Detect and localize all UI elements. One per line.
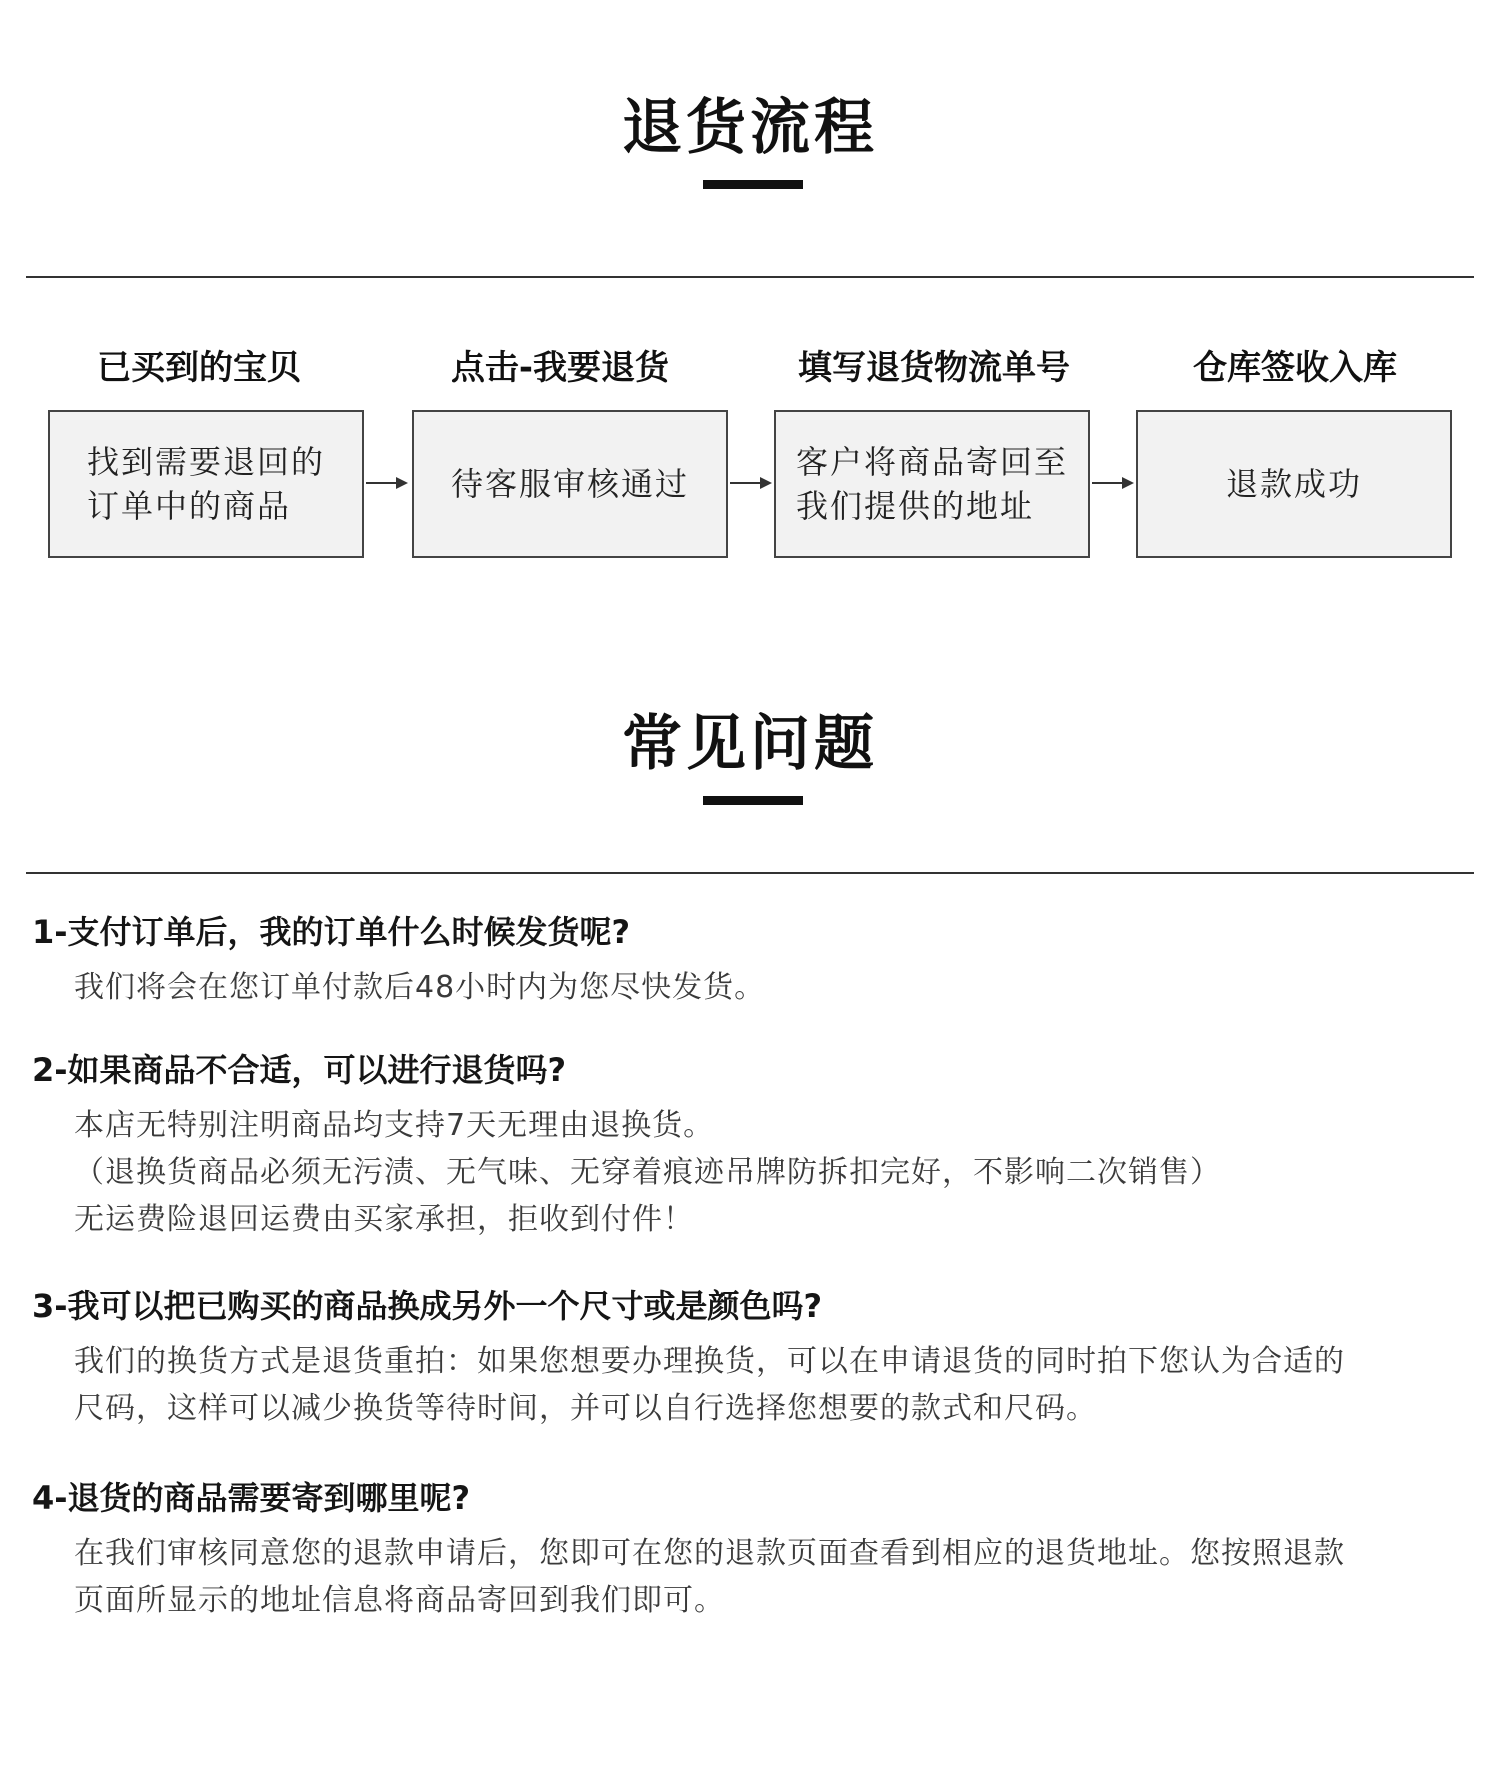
step-1-box (48, 410, 364, 558)
faq-item (32, 1476, 1472, 1624)
arrow-right-icon (366, 476, 408, 490)
faq-item (32, 1048, 1472, 1243)
step-2-text: 待客服审核通过 (450, 465, 689, 503)
faq-answer: 我们将会在您订单付款后48小时内为您尽快发货。 (74, 970, 766, 1005)
process-title: 退货流程 (622, 93, 878, 163)
process-title-underline (703, 180, 803, 189)
step-3-heading: 填写退货物流单号 (798, 348, 1070, 388)
arrow-right-icon (1092, 476, 1134, 490)
faq-answer: 我们的换货方式是退货重拍：如果您想要办理换货，可以在申请退货的同时拍下您认为合适的 尺码，这样可以减少换货等待时间，并可以自行选择您想要的款式和尺码。 (74, 1344, 1345, 1426)
faq-answer: 在我们审核同意您的退款申请后，您即可在您的退款页面查看到相应的退货地址。您按照退款 页面所显示的地址信息将商品寄回到我们即可。 (74, 1536, 1345, 1618)
faq-question: 3-我可以把已购买的商品换成另外一个尺寸或是颜色吗? (32, 1287, 823, 1325)
step-3-box (774, 410, 1090, 558)
faq-title-underline (703, 796, 803, 805)
faq-title: 常见问题 (622, 709, 878, 779)
step-4-box (1136, 410, 1452, 558)
step-4-heading: 仓库签收入库 (1193, 348, 1397, 388)
faq-answer: 本店无特别注明商品均支持7天无理由退换货。 （退换货商品必须无污渍、无气味、无穿着痕迹吊牌防拆扣完好，不影响二次销售） 无运费险退回运费由买家承担，拒收到付件！ (74, 1108, 1221, 1237)
step-4-text: 退款成功 (1225, 465, 1362, 503)
faq-divider (26, 872, 1474, 874)
step-3-text: 客户将商品寄回至 我们提供的地址 (795, 443, 1068, 525)
faq-item (32, 1284, 1472, 1432)
step-1-heading: 已买到的宝贝 (97, 348, 301, 388)
step-2-box (412, 410, 728, 558)
arrow-right-icon (730, 476, 772, 490)
step-1-text: 找到需要退回的 订单中的商品 (86, 443, 325, 525)
step-2-heading: 点击-我要退货 (450, 348, 670, 388)
faq-question: 1-支付订单后，我的订单什么时候发货呢? (32, 913, 631, 951)
faq-question: 4-退货的商品需要寄到哪里呢? (32, 1479, 471, 1517)
process-divider (26, 276, 1474, 278)
faq-item (32, 910, 1472, 1011)
faq-question: 2-如果商品不合适，可以进行退货吗? (32, 1051, 567, 1089)
